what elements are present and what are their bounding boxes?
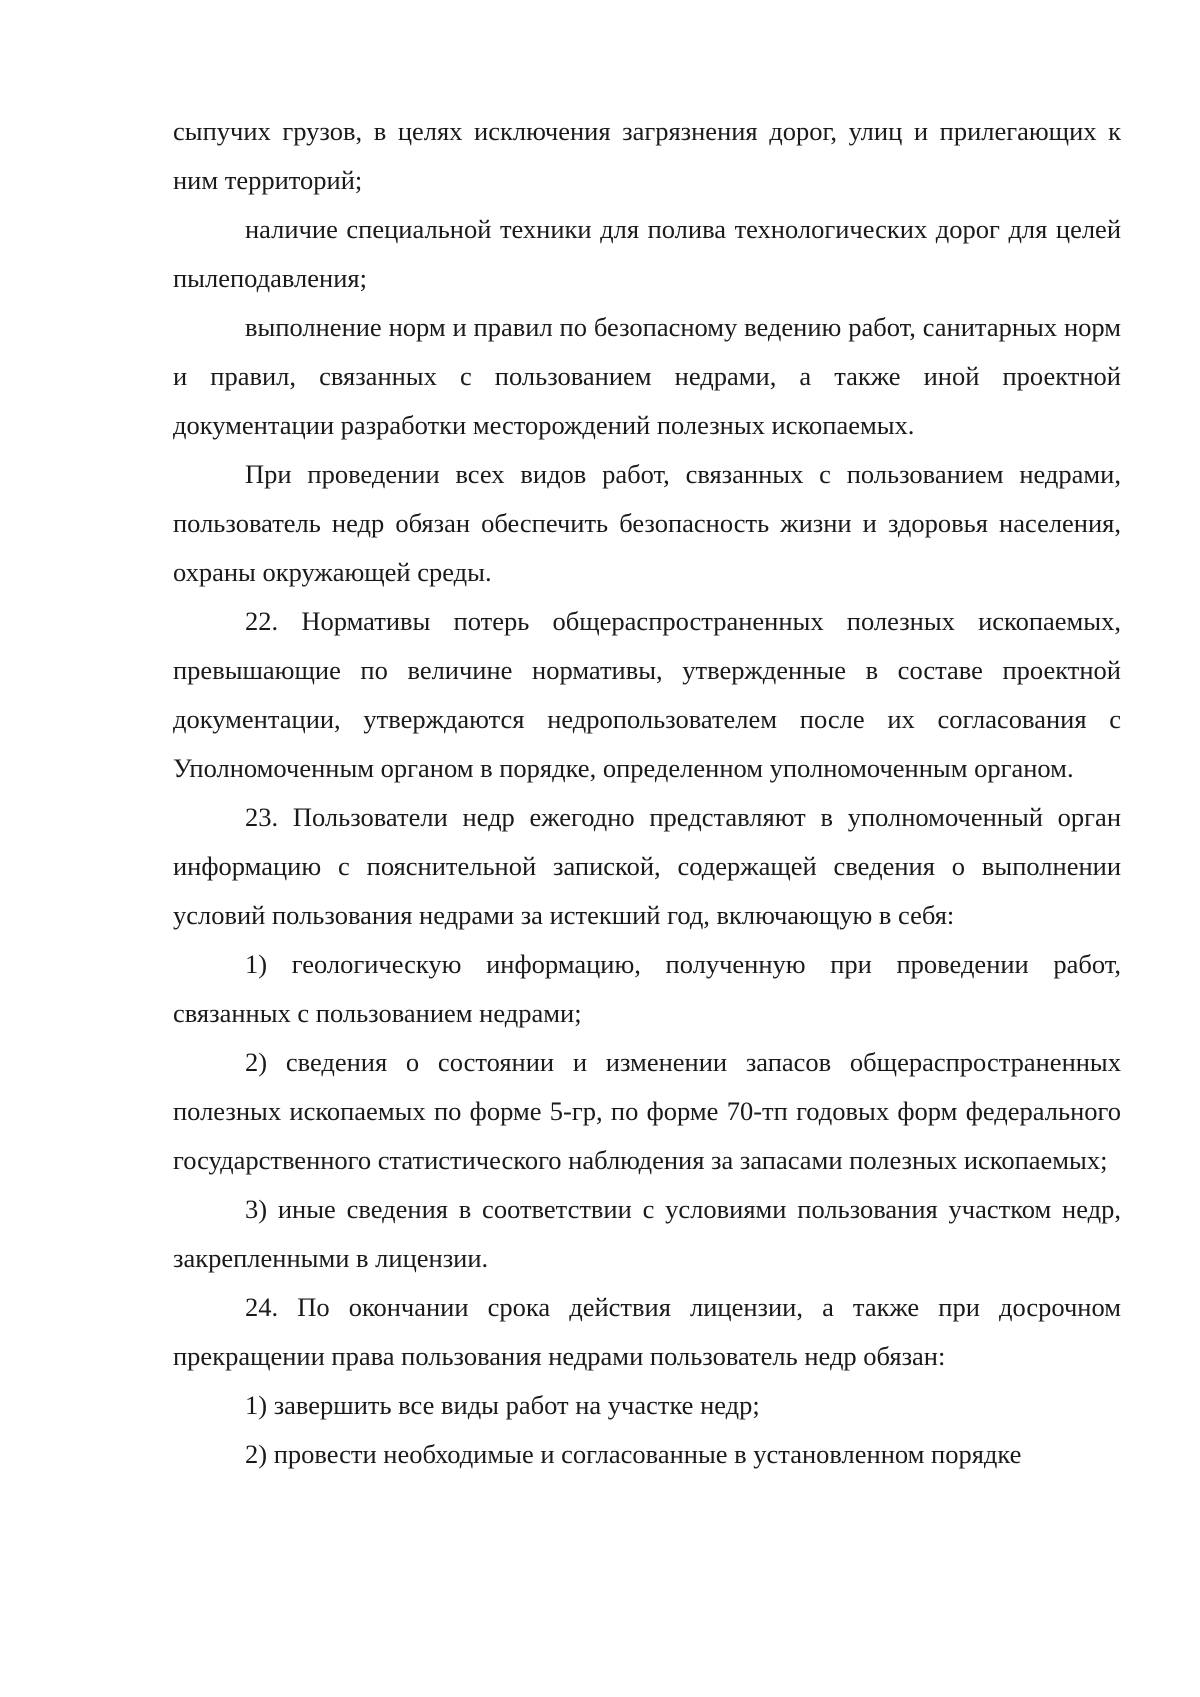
paragraph-continuation-bulk-cargo: сыпучих грузов, в целях исключения загрязнения дорог, улиц и прилегающих к ним территорий; — [173, 116, 1121, 195]
list-item-23-1-geological-info: 1) геологическую информацию, полученную при проведении работ, связанных с пользованием недрами; — [173, 949, 1121, 1028]
list-item-24-1-complete-works: 1) завершить все виды работ на участке недр; — [245, 1390, 760, 1420]
list-item-23-3-other-info: 3) иные сведения в соответствии с условиями пользования участком недр, закрепленными в лицензии. — [173, 1194, 1121, 1273]
list-item-23-2-reserves-info: 2) сведения о состоянии и изменении запасов общераспространенных полезных ископаемых по форме 5-гр, по форме 70-тп годовых форм федерального государственного статистического наблюдения за запасами полезных ископаемых; — [173, 1047, 1121, 1175]
paragraph-22-loss-norms: 22. Нормативы потерь общераспространенных полезных ископаемых, превышающие по величине нормативы, утвержденные в составе проектной документации, утверждаются недропользователем после их согласования с Уполномоченным органом в порядке, определенном уполномоченным органом. — [173, 606, 1121, 783]
list-item-24-2-conduct-measures: 2) провести необходимые и согласованные в установленном порядке — [245, 1439, 1022, 1469]
paragraph-23-annual-report: 23. Пользователи недр ежегодно представляют в уполномоченный орган информацию с пояснительной запиской, содержащей сведения о выполнении условий пользования недрами за истекший год, включающую в себя: — [173, 802, 1121, 930]
paragraph-user-obligations-safety: При проведении всех видов работ, связанных с пользованием недрами, пользователь недр обязан обеспечить безопасность жизни и здоровья населения, охраны окружающей среды. — [173, 459, 1121, 587]
paragraph-24-license-expiry: 24. По окончании срока действия лицензии, а также при досрочном прекращении права пользования недрами пользователь недр обязан: — [173, 1292, 1121, 1371]
paragraph-special-equipment: наличие специальной техники для полива технологических дорог для целей пылеподавления; — [173, 214, 1121, 293]
paragraph-safety-norms: выполнение норм и правил по безопасному ведению работ, санитарных норм и правил, связанных с пользованием недрами, а также иной проектной документации разработки месторождений полезных ископаемых. — [173, 312, 1121, 440]
document-body — [173, 107, 1121, 1479]
